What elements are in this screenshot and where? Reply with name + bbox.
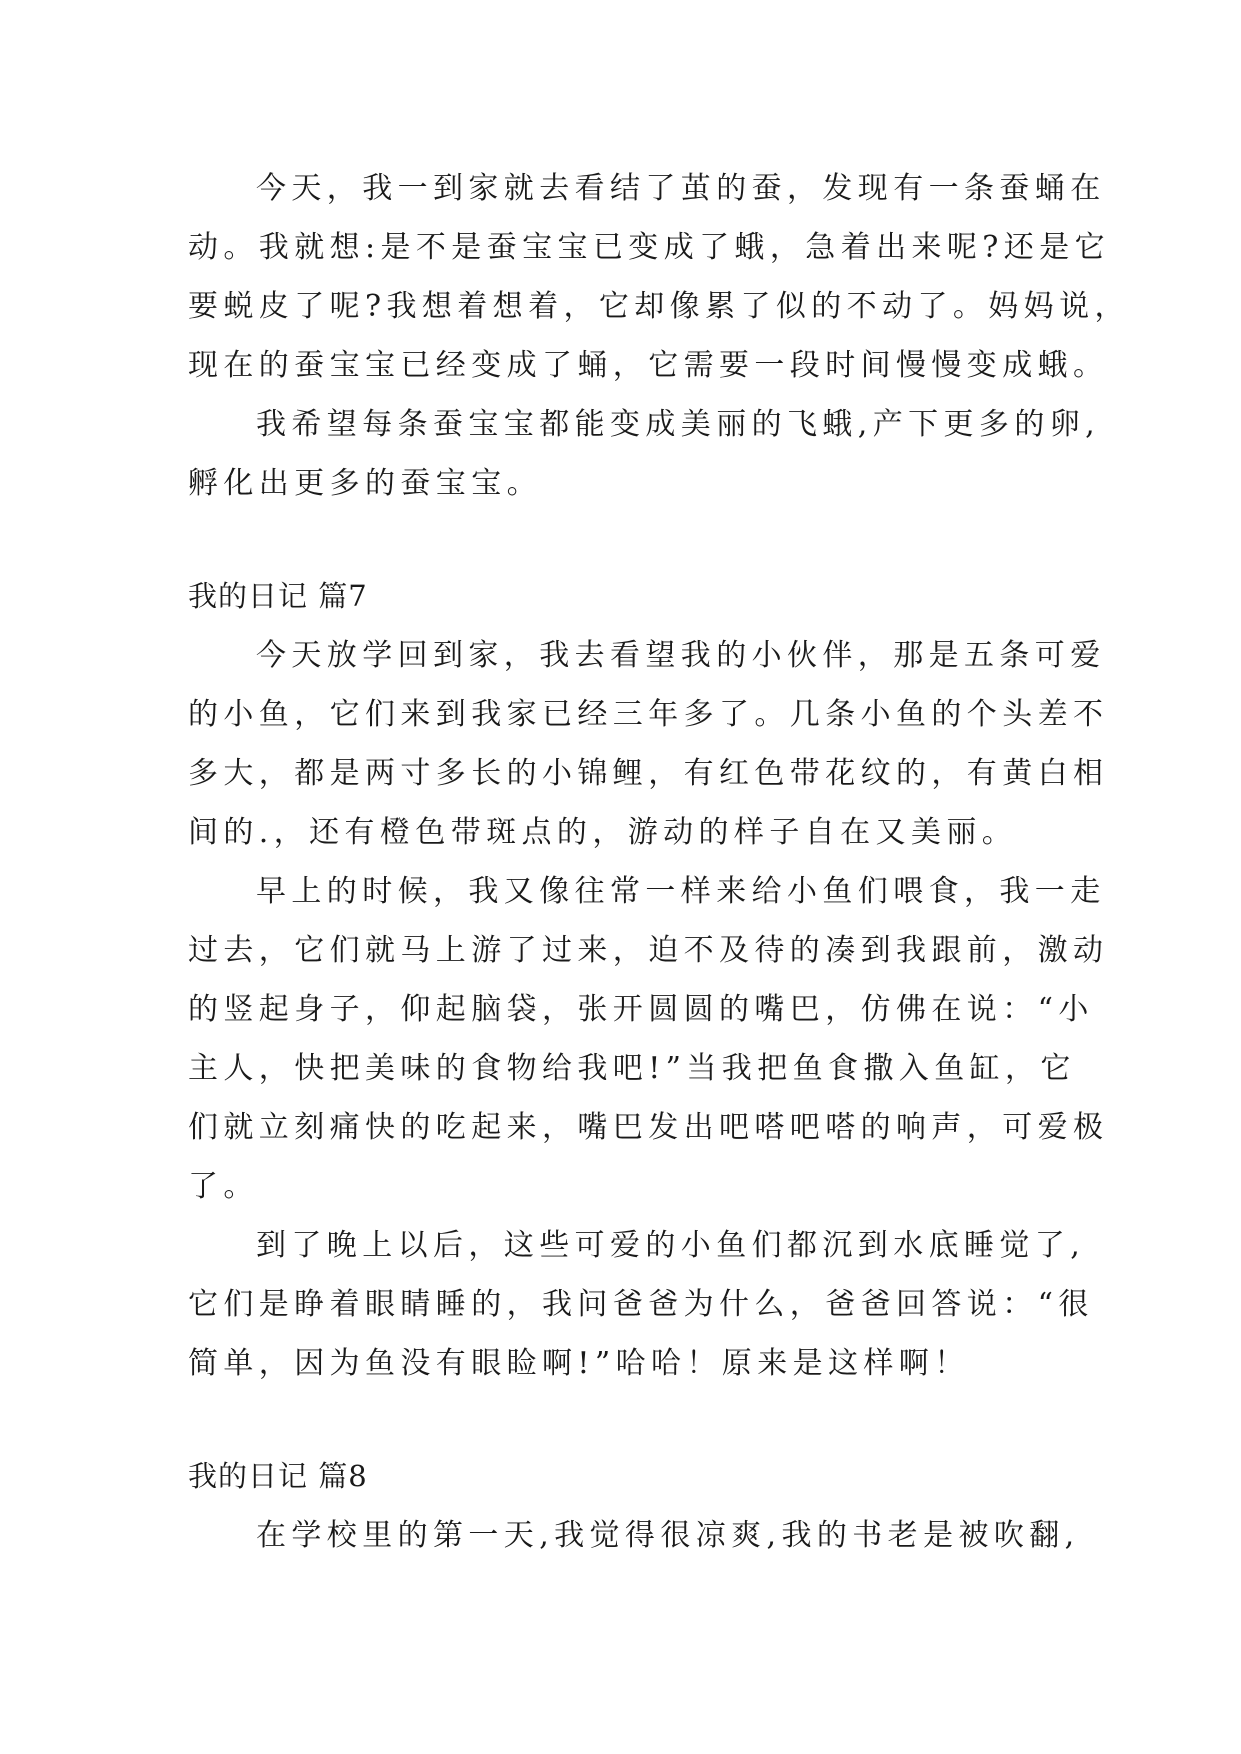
text-line: 简单，因为鱼没有眼睑啊!”哈哈！原来是这样啊！: [188, 1346, 970, 1381]
paragraph-fish-sleeping: [188, 1216, 1094, 1393]
text-line: 早上的时候，我又像往常一样来给小鱼们喂食，我一走: [256, 874, 1106, 909]
text-line: 的小鱼，它们来到我家已经三年多了。几条小鱼的个头差不: [188, 697, 1109, 732]
text-line: 我希望每条蚕宝宝都能变成美丽的飞蛾,产下更多的卵,: [256, 407, 1101, 442]
text-line: 要蜕皮了呢?我想着想着，它却像累了似的不动了。妈妈说，: [188, 289, 1130, 324]
text-line: 孵化出更多的蚕宝宝。: [188, 466, 542, 501]
text-line: 多大，都是两寸多长的小锦鲤，有红色带花纹的，有黄白相: [188, 756, 1109, 791]
document-body: [188, 159, 1130, 1565]
section-heading-diary-8: 我的日记 篇8: [188, 1459, 368, 1493]
text-line: 今天放学回到家，我去看望我的小伙伴，那是五条可爱: [256, 638, 1106, 673]
text-line: 过去，它们就马上游了过来，迫不及待的凑到我跟前，激动: [188, 933, 1109, 968]
text-line: 到了晚上以后，这些可爱的小鱼们都沉到水底睡觉了,: [256, 1228, 1086, 1263]
text-line: 主人，快把美味的食物给我吧!”当我把鱼食撒入鱼缸，它: [188, 1051, 1076, 1086]
paragraph-silkworm-wish: [188, 395, 1101, 513]
section-gap: [188, 513, 1063, 567]
text-line: 在学校里的第一天,我觉得很凉爽,我的书老是被吹翻,: [256, 1518, 1080, 1553]
text-line: 的竖起身子，仰起脑袋，张开圆圆的嘴巴，仿佛在说：“小: [188, 992, 1094, 1027]
text-line: 它们是睁着眼睛睡的，我问爸爸为什么，爸爸回答说：“很: [188, 1287, 1094, 1322]
paragraph-fish-feeding: [188, 862, 1109, 1216]
text-line: 动。我就想:是不是蚕宝宝已变成了蛾，急着出来呢?还是它: [188, 230, 1110, 265]
text-line: 现在的蚕宝宝已经变成了蛹，它需要一段时间慢慢变成蛾。: [188, 348, 1109, 383]
text-line: 今天，我一到家就去看结了茧的蚕，发现有一条蚕蛹在: [256, 171, 1106, 206]
paragraph-school-first-day: [188, 1506, 1080, 1565]
paragraph-fish-intro: [188, 626, 1109, 862]
text-line: 们就立刻痛快的吃起来，嘴巴发出吧嗒吧嗒的响声，可爱极: [188, 1110, 1109, 1145]
text-line: 间的.，还有橙色带斑点的，游动的样子自在又美丽。: [188, 815, 1018, 850]
section-heading-diary-7: 我的日记 篇7: [188, 579, 368, 613]
section-gap: [188, 1393, 1063, 1447]
text-line: 了。: [188, 1169, 259, 1204]
paragraph-silkworm-cocoon: [188, 159, 1130, 395]
